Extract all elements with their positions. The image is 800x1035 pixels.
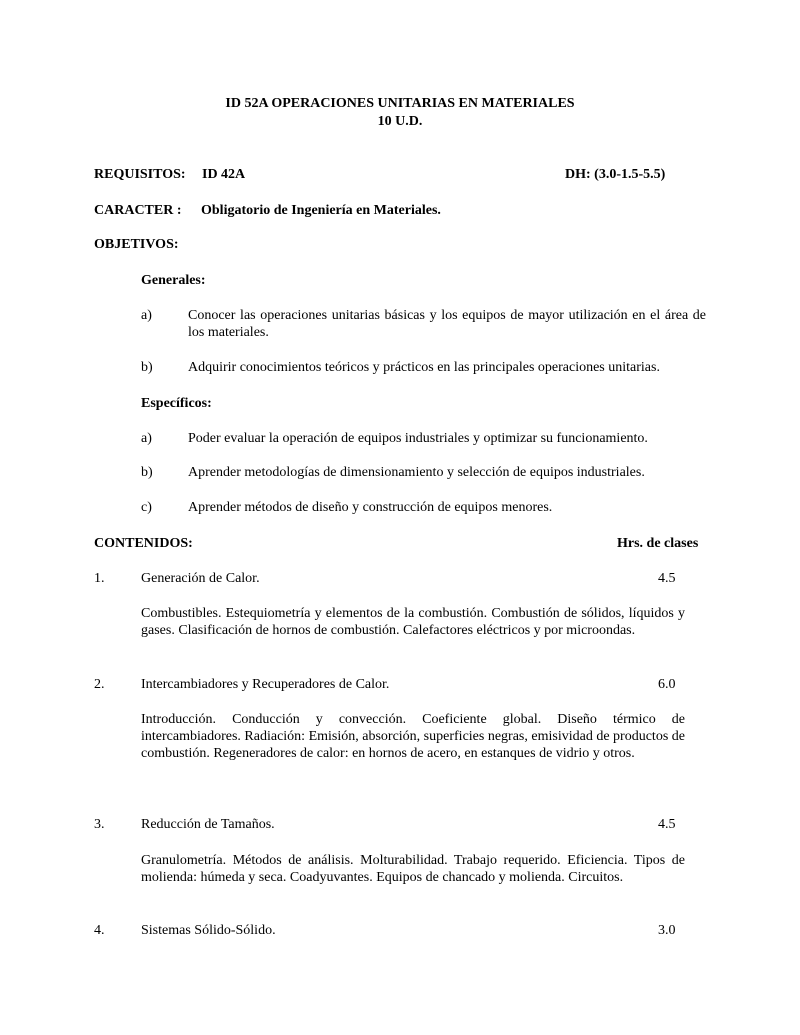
contenidos-heading: CONTENIDOS:: [94, 536, 193, 551]
generales-a-marker: a): [141, 308, 152, 323]
content-item-description: Granulometría. Métodos de análisis. Molturabilidad. Trabajo requerido. Eficiencia. Tipos de molienda: húmeda y seca. Coadyuvantes. Equipos de chancado y molienda. Circuitos.: [141, 853, 685, 885]
course-units: 10 U.D.: [377, 114, 423, 129]
especificos-c-marker: c): [141, 500, 152, 515]
content-item-title: Intercambiadores y Recuperadores de Calor.: [141, 677, 390, 692]
content-item-hours: 4.5: [658, 571, 676, 586]
course-title: ID 52A OPERACIONES UNITARIAS EN MATERIALES: [225, 96, 575, 111]
requisitos-label: REQUISITOS:: [94, 167, 186, 182]
especificos-a-text: Poder evaluar la operación de equipos industriales y optimizar su funcionamiento.: [188, 431, 648, 446]
especificos-heading: Específicos:: [141, 396, 212, 411]
content-item-title: Reducción de Tamaños.: [141, 817, 275, 832]
especificos-b-marker: b): [141, 465, 153, 480]
content-item-title: Generación de Calor.: [141, 571, 260, 586]
content-item-title: Sistemas Sólido-Sólido.: [141, 923, 276, 938]
content-item-number: 3.: [94, 817, 105, 832]
requisitos-value: ID 42A: [202, 167, 246, 182]
content-item-description: Combustibles. Estequiometría y elementos de la combustión. Combustión de sólidos, líquidos y gases. Clasificación de hornos de combustión. Calefactores eléctricos y por microondas.: [141, 606, 685, 638]
content-item-number: 1.: [94, 571, 105, 586]
content-item-hours: 3.0: [658, 923, 676, 938]
caracter-label: CARACTER :: [94, 203, 182, 218]
content-item-hours: 4.5: [658, 817, 676, 832]
generales-b-text: Adquirir conocimientos teóricos y prácticos en las principales operaciones unitarias.: [188, 360, 660, 375]
especificos-a-marker: a): [141, 431, 152, 446]
hours-heading: Hrs. de clases: [617, 536, 699, 551]
content-item-description: Introducción. Conducción y convección. Coeficiente global. Diseño térmico de intercambiadores. Radiación: Emisión, absorción, superficies negras, emisividad de productos de combustión. Regeneradores de calor: en hornos de acero, en estanques de vidrio y otros.: [141, 712, 685, 761]
content-item-hours: 6.0: [658, 677, 676, 692]
objetivos-heading: OBJETIVOS:: [94, 237, 179, 252]
dh-value: DH: (3.0-1.5-5.5): [565, 167, 666, 182]
caracter-value: Obligatorio de Ingeniería en Materiales.: [201, 203, 441, 218]
especificos-b-text: Aprender metodologías de dimensionamiento y selección de equipos industriales.: [188, 465, 645, 480]
content-item-number: 2.: [94, 677, 105, 692]
content-item-number: 4.: [94, 923, 105, 938]
generales-b-marker: b): [141, 360, 153, 375]
especificos-c-text: Aprender métodos de diseño y construcción de equipos menores.: [188, 500, 553, 515]
generales-a-text: Conocer las operaciones unitarias básicas y los equipos de mayor utilización en el área de los materiales.: [188, 308, 706, 340]
generales-heading: Generales:: [141, 273, 206, 288]
